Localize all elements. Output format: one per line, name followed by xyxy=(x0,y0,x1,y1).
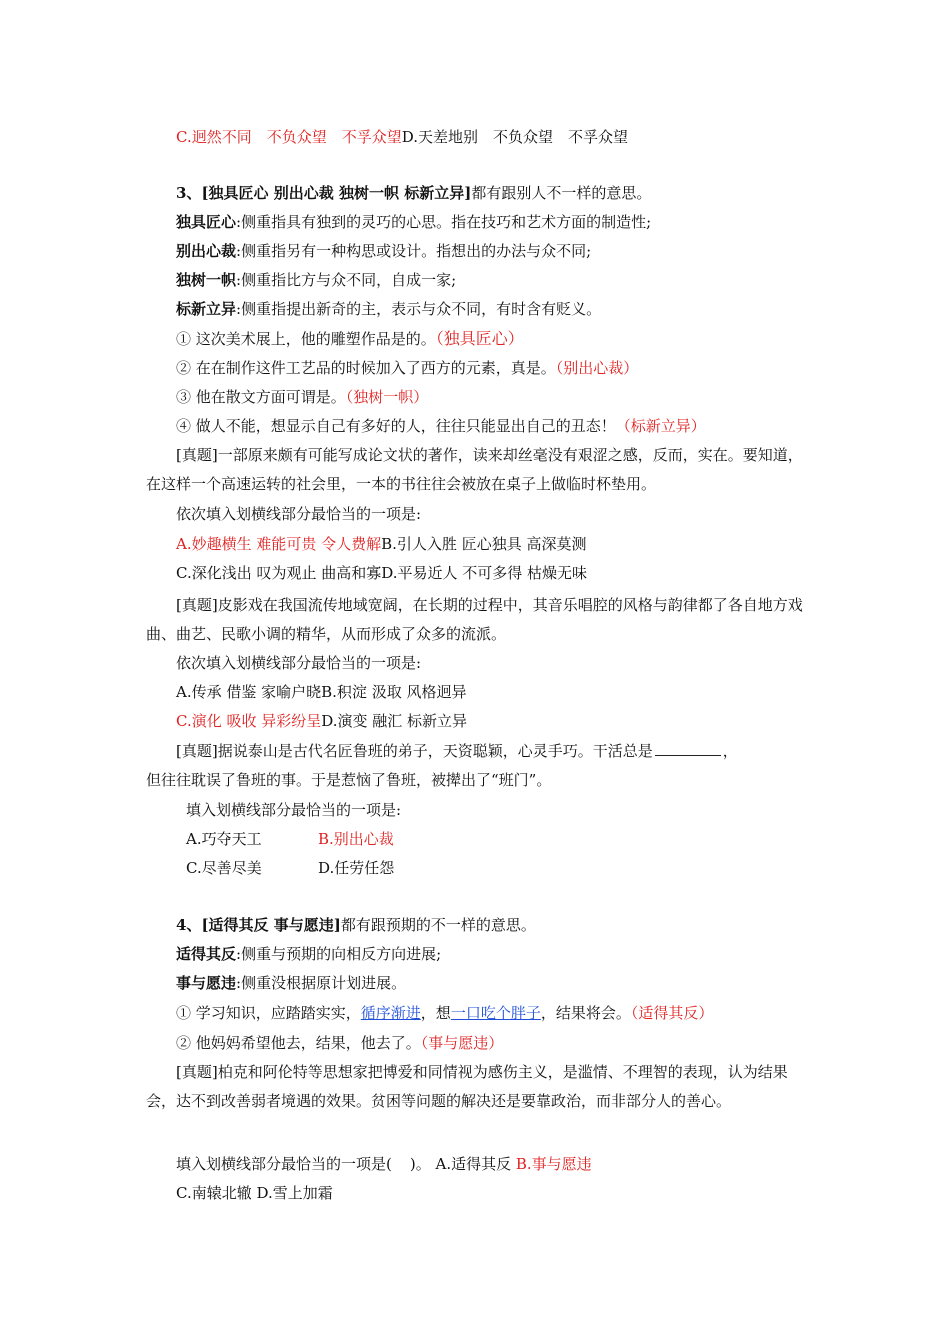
options-row xyxy=(176,1183,333,1203)
options-row xyxy=(176,563,587,583)
example-text: ④ 做人不能，想显示自己有多好的人，往往只能显出自己的丑态！ xyxy=(176,417,616,435)
question-stem: [真题]柏克和阿伦特等思想家把博爱和同情视为感伤主义，是滥情、不理智的表现，认为结果会，达不到改善弱者境遇的效果。贫困等问题的解决还是要靠政治，而非部分人的善心。 xyxy=(146,1063,788,1110)
definition-row xyxy=(176,944,441,964)
question-stem: [真题]一部原来颇有可能写成论文状的著作，读来却丝毫没有艰涩之感，反而，实在。要知道，在这样一个高速运转的社会里，一本的书往往会被放在桌子上做临时杯垫用。 xyxy=(146,446,803,493)
example-answer: （独树一帜） xyxy=(345,388,429,406)
option-c: C.迥然不同 不负众望 不孚众望 xyxy=(176,128,402,146)
stem-text: [真题]据说泰山是古代名匠鲁班的弟子，天资聪颖，心灵手巧。干活总是 xyxy=(176,742,653,760)
section-number: 3、 xyxy=(176,184,202,202)
example-text: ③ 他在散文方面可谓是。 xyxy=(176,388,346,406)
idiom-group: [适得其反 事与愿违] xyxy=(201,916,341,934)
definition-text: :侧重与预期的向相反方向进展; xyxy=(236,945,442,963)
example-row xyxy=(176,329,524,349)
definition-term: 独具匠心 xyxy=(176,213,237,231)
section-4-heading xyxy=(176,915,536,935)
definition-text: :侧重指具有独到的灵巧的心思。指在技巧和艺术方面的制造性; xyxy=(236,213,652,231)
example-row xyxy=(176,1003,713,1023)
option-c: C.尽善尽美 xyxy=(186,859,262,877)
option-d: D.演变 融汇 标新立异 xyxy=(321,712,468,730)
definition-term: 事与愿违 xyxy=(176,974,237,992)
option-d: D.任劳任怨 xyxy=(318,859,395,877)
definition-term: 适得其反 xyxy=(176,945,237,963)
idiom-group: [独具匠心 别出心裁 独树一帜 标新立异] xyxy=(201,184,472,202)
answer-blank xyxy=(655,741,721,756)
option-a: A.巧夺天工 xyxy=(186,830,262,848)
example-text: ② 他妈妈希望他去，结果，他去了。 xyxy=(176,1034,421,1052)
question-prompt: 依次填入划横线部分最恰当的一项是: xyxy=(176,654,422,672)
question-stem-line: 但往往耽误了鲁班的事。于是惹恼了鲁班，被撵出了“班门”。 xyxy=(146,771,552,789)
stem-text: ， xyxy=(722,742,738,760)
definition-row xyxy=(176,270,456,290)
example-answer: （事与愿违） xyxy=(420,1034,504,1052)
option-a: A.适得其反 xyxy=(435,1155,512,1173)
question-stem: [真题]皮影戏在我国流传地域宽阔，在长期的过程中，其音乐唱腔的风格与韵律都了各自地方戏曲、曲艺、民歌小调的精华，从而形成了众多的流派。 xyxy=(146,596,803,643)
heading-tail: 都有跟别人不一样的意思。 xyxy=(471,184,652,202)
option-d: D.天差地别 不负众望 不孚众望 xyxy=(401,128,628,146)
option-a: A.传承 借鉴 家喻户晓 xyxy=(176,683,322,701)
section-3-heading xyxy=(176,183,651,203)
definition-text: :侧重指比方与众不同，自成一家; xyxy=(236,271,457,289)
example-text: ，结果将会。 xyxy=(540,1004,631,1022)
example-answer: （独具匠心） xyxy=(435,329,524,348)
definition-term: 独树一帜 xyxy=(176,271,237,289)
section-number: 4、 xyxy=(176,916,202,934)
prev-options-line xyxy=(176,127,628,147)
definition-row xyxy=(176,241,591,261)
option-c: C.演化 吸收 异彩纷呈 xyxy=(176,712,322,730)
example-row xyxy=(176,416,706,436)
example-row xyxy=(176,1033,503,1053)
definition-row xyxy=(176,212,651,232)
question-prompt: 依次填入划横线部分最恰当的一项是: xyxy=(176,505,422,523)
definition-text: :侧重没根据原计划进展。 xyxy=(236,974,407,992)
heading-tail: 都有跟预期的不一样的意思。 xyxy=(340,916,536,934)
definition-term: 别出心裁 xyxy=(176,242,237,260)
option-b: B.别出心裁 xyxy=(318,830,394,848)
question-stem-line xyxy=(176,741,738,761)
example-answer: （别出心裁） xyxy=(555,359,639,377)
question-prompt: )。 xyxy=(409,1155,431,1173)
option-c: C.南辕北辙 xyxy=(176,1184,252,1202)
example-text: ，想 xyxy=(420,1004,451,1022)
option-d: D.平易近人 不可多得 枯燥无味 xyxy=(381,564,588,582)
definition-text: :侧重指另有一种构思或设计。指想出的办法与众不同; xyxy=(236,242,592,260)
idiom-link[interactable]: 循序渐进 xyxy=(360,1004,421,1022)
example-answer: （适得其反） xyxy=(630,1004,714,1022)
definition-row xyxy=(176,299,601,319)
options-row xyxy=(176,682,466,702)
definition-row xyxy=(176,973,406,993)
question-prompt: 填入划横线部分最恰当的一项是: xyxy=(186,801,402,819)
idiom-link[interactable]: 一口吃个胖子 xyxy=(450,1004,541,1022)
options-row xyxy=(176,711,467,731)
example-text: ① 学习知识，应踏踏实实， xyxy=(176,1004,361,1022)
example-answer: （标新立异） xyxy=(615,417,706,435)
example-text: ① 这次美术展上，他的雕塑作品是的。 xyxy=(176,330,436,348)
option-c: C.深化浅出 叹为观止 曲高和寡 xyxy=(176,564,382,582)
example-row xyxy=(176,358,638,378)
option-d: D.雪上加霜 xyxy=(256,1184,333,1202)
example-row xyxy=(176,387,428,407)
example-text: ② 在在制作这件工艺品的时候加入了西方的元素，真是。 xyxy=(176,359,556,377)
option-b: B.事与愿违 xyxy=(515,1155,592,1173)
question-prompt: 填入划横线部分最恰当的一项是( xyxy=(176,1155,392,1173)
options-row xyxy=(176,534,586,554)
option-b: B.积淀 汲取 风格迥异 xyxy=(321,683,467,701)
options-row xyxy=(176,1154,592,1174)
option-b: B.引人入胜 匠心独具 高深莫测 xyxy=(381,535,587,553)
option-a: A.妙趣横生 难能可贵 令人费解 xyxy=(176,535,382,553)
definition-text: :侧重指提出新奇的主，表示与众不同，有时含有贬义。 xyxy=(236,300,602,318)
definition-term: 标新立异 xyxy=(176,300,237,318)
